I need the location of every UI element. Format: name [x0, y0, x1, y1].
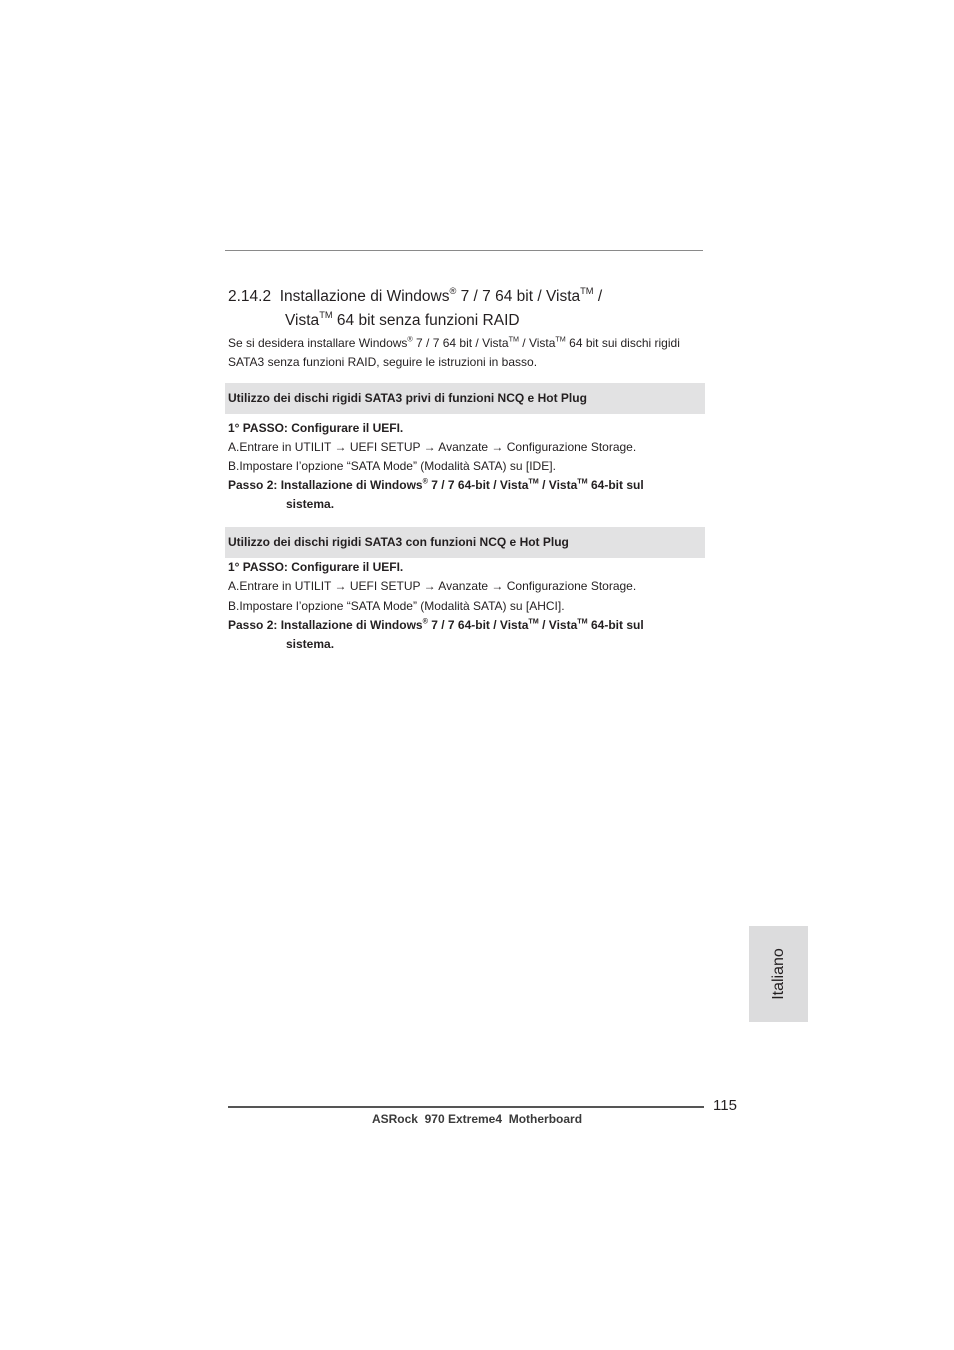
step2-title: Passo 2: Installazione di Windows® 7 / 7 64-bit / Vista™ / Vista™ 64-bit sul: [228, 616, 644, 632]
step1-instruction-b: B.Impostare l’opzione “SATA Mode” (Modalità SATA) su [AHCI].: [228, 599, 565, 613]
heading-text: 7 / 7 64 bit / Vista: [456, 288, 581, 305]
subsection-title: Utilizzo dei dischi rigidi SATA3 con funzioni NCQ e Hot Plug: [228, 535, 569, 549]
section-number: 2.14.2: [228, 288, 272, 305]
page-number: 115: [713, 1097, 737, 1114]
step2-title: Passo 2: Installazione di Windows® 7 / 7 64-bit / Vista™ / Vista™ 64-bit sul: [228, 476, 644, 492]
step1-instruction-b: B.Impostare l’opzione “SATA Mode” (Modalità SATA) su [IDE].: [228, 459, 556, 473]
footer-title: ASRock 970 Extreme4 Motherboard: [371, 1112, 583, 1126]
subsection-band: [225, 527, 705, 558]
intro-paragraph: Se si desidera installare Windows® 7 / 7 64 bit / Vista™ / Vista™ 64 bit sui dischi rigidi SATA3 senza funzioni RAID, seguire le istruzioni in basso.: [228, 334, 680, 369]
trademark: TM: [319, 310, 333, 321]
step2-continuation: sistema.: [286, 497, 335, 511]
language-tab: [749, 926, 808, 1022]
trademark: TM: [580, 286, 594, 297]
registered-mark: ®: [449, 286, 457, 297]
step1-title: 1° PASSO: Configurare il UEFI.: [228, 560, 404, 574]
subsection-title: Utilizzo dei dischi rigidi SATA3 privi di funzioni NCQ e Hot Plug: [228, 391, 587, 405]
heading-text: Vista: [285, 312, 320, 329]
heading-text: Installazione di Windows: [279, 288, 450, 305]
section-heading-line2: [285, 311, 520, 331]
footer-divider: [228, 1106, 704, 1108]
top-divider: [225, 250, 703, 251]
step2-continuation: sistema.: [286, 637, 335, 651]
step1-instruction-a: A.Entrare in UTILIT → UEFI SETUP → Avanzate → Configurazione Storage.: [228, 440, 637, 454]
heading-text: 64 bit senza funzioni RAID: [332, 312, 520, 329]
step1-title: 1° PASSO: Configurare il UEFI.: [228, 421, 404, 435]
step1-instruction-a: A.Entrare in UTILIT → UEFI SETUP → Avanzate → Configurazione Storage.: [228, 579, 637, 593]
subsection-band: [225, 383, 705, 414]
section-heading-line1: [228, 287, 602, 307]
heading-text: /: [593, 288, 603, 305]
language-label: Italiano: [769, 948, 787, 1000]
